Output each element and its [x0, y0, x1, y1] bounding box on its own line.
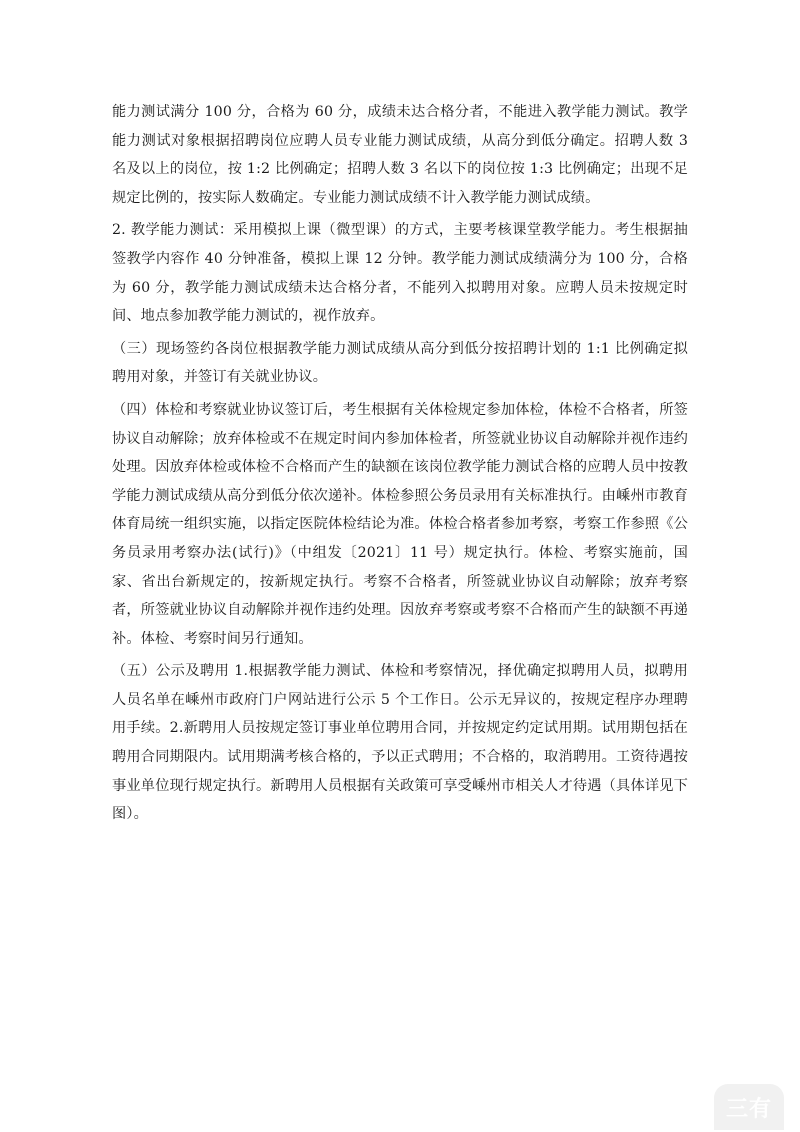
paragraph-publicity-and-employment: （五）公示及聘用 1.根据教学能力测试、体检和考察情况，择优确定拟聘用人员，拟聘用人员名单在嵊州市政府门户网站进行公示 5 个工作日。公示无异议的，按规定程序办理聘用手续。2.新聘用人员按规定签订事业单位聘用合同，并按规定约定试用期。试用期包括在聘用合同期限内。试用期满考核合格的，予以正式聘用；不合格的，取消聘用。工资待遇按事业单位现行规定执行。新聘用人员根据有关政策可享受嵊州市相关人才待遇（具体详见下图）。: [112, 663, 688, 823]
watermark-logo: [714, 1084, 784, 1130]
document-page: [112, 98, 688, 833]
watermark-text: 三有: [725, 1096, 772, 1122]
paragraph-ability-test-scoring: 能力测试满分 100 分，合格为 60 分，成绩未达合格分者，不能进入教学能力测试。教学能力测试对象根据招聘岗位应聘人员专业能力测试成绩，从高分到低分确定。招聘人数 3 名及以上的岗位，按 1:2 比例确定；招聘人数 3 名以下的岗位按 1:3 比例确定；出现不足规定比例的，按实际人数确定。专业能力测试成绩不计入教学能力测试成绩。: [112, 104, 688, 206]
paragraph-medical-exam-and-inspection: （四）体检和考察就业协议签订后，考生根据有关体检规定参加体检，体检不合格者，所签协议自动解除；放弃体检或不在规定时间内参加体检者，所签就业协议自动解除并视作违约处理。因放弃体检或体检不合格而产生的缺额在该岗位教学能力测试合格的应聘人员中按教学能力测试成绩从高分到低分依次递补。体检参照公务员录用有关标准执行。由嵊州市教育体育局统一组织实施，以指定医院体检结论为准。体检合格者参加考察，考察工作参照《公务员录用考察办法(试行)》（中组发〔2021〕11 号）规定执行。体检、考察实施前，国家、省出台新规定的，按新规定执行。考察不合格者，所签就业协议自动解除；放弃考察者，所签就业协议自动解除并视作违约处理。因放弃考察或考察不合格而产生的缺额不再递补。体检、考察时间另行通知。: [112, 401, 688, 647]
paragraph-teaching-ability-test: 2. 教学能力测试：采用模拟上课（微型课）的方式，主要考核课堂教学能力。考生根据抽签教学内容作 40 分钟准备，模拟上课 12 分钟。教学能力测试成绩满分为 100 分，合格为 60 分，教学能力测试成绩未达合格分者，不能列入拟聘用对象。应聘人员未按规定时间、地点参加教学能力测试的，视作放弃。: [112, 222, 688, 325]
paragraph-on-site-signing: （三）现场签约各岗位根据教学能力测试成绩从高分到低分按招聘计划的 1:1 比例确定拟聘用对象，并签订有关就业协议。: [112, 340, 688, 386]
